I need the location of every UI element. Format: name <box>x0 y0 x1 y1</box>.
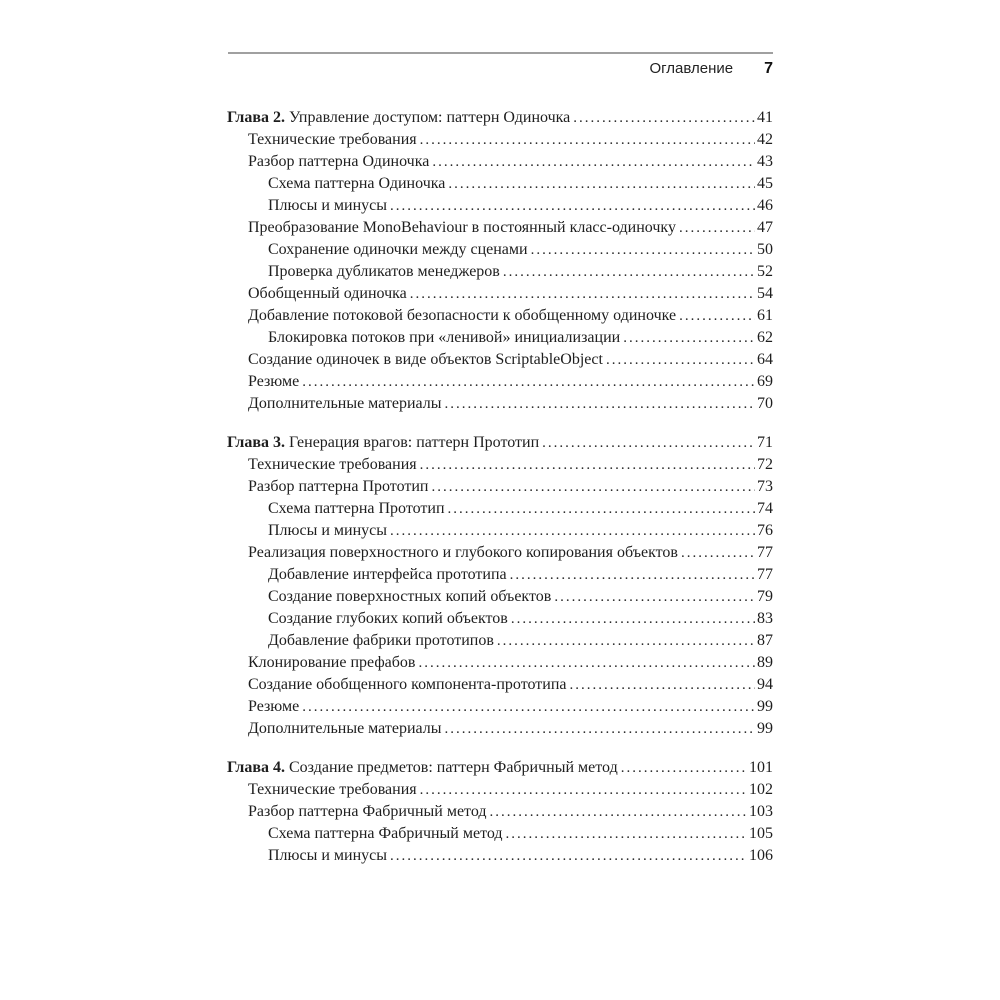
dot-leader <box>448 498 755 520</box>
toc-entry-row <box>227 283 773 305</box>
toc-entry-row <box>227 305 773 327</box>
toc-entry-page: 64 <box>757 351 773 368</box>
toc-entry-row <box>227 520 773 542</box>
toc-entry-row <box>227 151 773 173</box>
toc-entry-page: 87 <box>757 632 773 649</box>
toc-entry-row <box>227 586 773 608</box>
toc-entry-page: 99 <box>757 720 773 737</box>
toc-entry-page: 72 <box>757 456 773 473</box>
table-of-contents <box>227 107 773 867</box>
toc-entry-page: 105 <box>749 825 773 842</box>
toc-entry-title: Дополнительные материалы <box>248 395 442 412</box>
header-rule <box>228 52 773 54</box>
chapter-label: Глава 3. <box>227 434 285 451</box>
dot-leader <box>302 696 755 718</box>
toc-entry-page: 54 <box>757 285 773 302</box>
toc-entry-title: Дополнительные материалы <box>248 720 442 737</box>
dot-leader <box>497 630 755 652</box>
dot-leader <box>573 107 755 129</box>
chapter-label: Глава 2. <box>227 109 285 126</box>
dot-leader <box>420 779 747 801</box>
toc-entry-page: 69 <box>757 373 773 390</box>
dot-leader <box>679 217 755 239</box>
dot-leader <box>490 801 747 823</box>
toc-entry-page: 106 <box>749 847 773 864</box>
dot-leader <box>623 327 755 349</box>
dot-leader <box>511 608 755 630</box>
toc-entry-row <box>227 173 773 195</box>
toc-entry-page: 79 <box>757 588 773 605</box>
toc-entry-row <box>227 498 773 520</box>
toc-entry-title: Клонирование префабов <box>248 654 416 671</box>
dot-leader <box>606 349 755 371</box>
toc-entry-page: 103 <box>749 803 773 820</box>
toc-entry-page: 94 <box>757 676 773 693</box>
dot-leader <box>554 586 755 608</box>
toc-entry-title: Технические требования <box>248 781 417 798</box>
toc-entry-row <box>227 371 773 393</box>
toc-entry-page: 74 <box>757 500 773 517</box>
dot-leader <box>542 432 755 454</box>
toc-entry-title: Схема паттерна Прототип <box>268 500 445 517</box>
toc-entry-page: 71 <box>757 434 773 451</box>
toc-entry-page: 50 <box>757 241 773 258</box>
dot-leader <box>390 195 755 217</box>
toc-chapter-row <box>227 432 773 454</box>
toc-entry-page: 101 <box>749 759 773 776</box>
toc-entry-page: 77 <box>757 566 773 583</box>
toc-entry-page: 77 <box>757 544 773 561</box>
toc-entry-title: Разбор паттерна Фабричный метод <box>248 803 487 820</box>
toc-entry-page: 45 <box>757 175 773 192</box>
toc-entry-page: 76 <box>757 522 773 539</box>
toc-entry-title: Разбор паттерна Прототип <box>248 478 429 495</box>
dot-leader <box>410 283 755 305</box>
toc-entry-page: 61 <box>757 307 773 324</box>
toc-entry-row <box>227 779 773 801</box>
toc-entry-row <box>227 801 773 823</box>
toc-entry-title: Обобщенный одиночка <box>248 285 407 302</box>
toc-chapter-row <box>227 757 773 779</box>
dot-leader <box>531 239 755 261</box>
dot-leader <box>445 393 756 415</box>
toc-entry-page: 52 <box>757 263 773 280</box>
toc-entry-title: Технические требования <box>248 131 417 148</box>
toc-entry-row <box>227 542 773 564</box>
toc-entry-page: 73 <box>757 478 773 495</box>
dot-leader <box>445 718 756 740</box>
toc-entry-title: Реализация поверхностного и глубокого копирования объектов <box>248 544 678 561</box>
toc-entry-page: 62 <box>757 329 773 346</box>
toc-entry-row <box>227 217 773 239</box>
toc-entry-row <box>227 129 773 151</box>
toc-entry-title: Резюме <box>248 698 300 715</box>
toc-entry-row <box>227 239 773 261</box>
dot-leader <box>432 476 756 498</box>
toc-entry-title: Плюсы и минусы <box>268 522 388 539</box>
toc-entry-page: 42 <box>757 131 773 148</box>
running-head-line <box>228 60 773 78</box>
toc-entry-title: Плюсы и минусы <box>268 197 388 214</box>
page-header <box>228 52 773 78</box>
toc-entry-row <box>227 327 773 349</box>
toc-entry-page: 102 <box>749 781 773 798</box>
toc-entry-title: Разбор паттерна Одиночка <box>248 153 430 170</box>
dot-leader <box>390 520 755 542</box>
toc-entry-title: Блокировка потоков при «ленивой» инициализации <box>268 329 621 346</box>
dot-leader <box>420 454 755 476</box>
toc-entry-page: 99 <box>757 698 773 715</box>
toc-entry-title: Добавление потоковой безопасности к обобщенному одиночке <box>248 307 677 324</box>
toc-entry-row <box>227 608 773 630</box>
toc-entry-page: 89 <box>757 654 773 671</box>
toc-entry-row <box>227 823 773 845</box>
toc-entry-row <box>227 476 773 498</box>
toc-entry-row <box>227 845 773 867</box>
toc-entry-title: Преобразование MonoBehaviour в постоянный класс-одиночку <box>248 219 676 236</box>
toc-entry-row <box>227 718 773 740</box>
toc-chapter-section <box>227 757 773 867</box>
toc-entry-page: 47 <box>757 219 773 236</box>
toc-chapter-section <box>227 107 773 415</box>
toc-entry-page: 83 <box>757 610 773 627</box>
running-head-title: Оглавление <box>649 60 734 77</box>
toc-entry-page: 43 <box>757 153 773 170</box>
toc-entry-page: 46 <box>757 197 773 214</box>
dot-leader <box>503 261 755 283</box>
dot-leader <box>679 305 755 327</box>
toc-entry-title: Создание одиночек в виде объектов ScriptableObject <box>248 351 603 368</box>
dot-leader <box>510 564 755 586</box>
toc-chapter-section <box>227 432 773 740</box>
toc-entry-title: Создание поверхностных копий объектов <box>268 588 552 605</box>
dot-leader <box>418 652 755 674</box>
toc-entry-row <box>227 652 773 674</box>
folio-page-number: 7 <box>764 60 773 77</box>
toc-entry-title: Резюме <box>248 373 300 390</box>
chapter-label: Глава 4. <box>227 759 285 776</box>
toc-entry-row <box>227 349 773 371</box>
toc-entry-row <box>227 195 773 217</box>
toc-entry-row <box>227 674 773 696</box>
toc-entry-row <box>227 630 773 652</box>
toc-entry-title: Создание глубоких копий объектов <box>268 610 508 627</box>
dot-leader <box>390 845 747 867</box>
dot-leader <box>570 674 756 696</box>
dot-leader <box>302 371 755 393</box>
dot-leader <box>621 757 747 779</box>
toc-entry-row <box>227 696 773 718</box>
toc-entry-title: Сохранение одиночки между сценами <box>268 241 528 258</box>
toc-entry-title: Добавление интерфейса прототипа <box>268 566 507 583</box>
toc-entry-title: Схема паттерна Одиночка <box>268 175 446 192</box>
toc-entry-title: Технические требования <box>248 456 417 473</box>
toc-entry-row <box>227 564 773 586</box>
toc-entry-page: 70 <box>757 395 773 412</box>
toc-entry-title: Проверка дубликатов менеджеров <box>268 263 500 280</box>
toc-entry-title: Плюсы и минусы <box>268 847 388 864</box>
toc-entry-title: Глава 3. Генерация врагов: паттерн Прототип <box>227 434 540 451</box>
dot-leader <box>506 823 747 845</box>
toc-entry-row <box>227 261 773 283</box>
toc-entry-title: Создание обобщенного компонента-прототипа <box>248 676 567 693</box>
toc-entry-row <box>227 393 773 415</box>
toc-entry-page: 41 <box>757 109 773 126</box>
dot-leader <box>681 542 755 564</box>
dot-leader <box>448 173 755 195</box>
toc-entry-title: Добавление фабрики прототипов <box>268 632 494 649</box>
toc-entry-title: Глава 2. Управление доступом: паттерн Одиночка <box>227 109 571 126</box>
dot-leader <box>420 129 755 151</box>
toc-entry-title: Схема паттерна Фабричный метод <box>268 825 503 842</box>
dot-leader <box>432 151 755 173</box>
toc-chapter-row <box>227 107 773 129</box>
toc-entry-title: Глава 4. Создание предметов: паттерн Фабричный метод <box>227 759 618 776</box>
toc-entry-row <box>227 454 773 476</box>
